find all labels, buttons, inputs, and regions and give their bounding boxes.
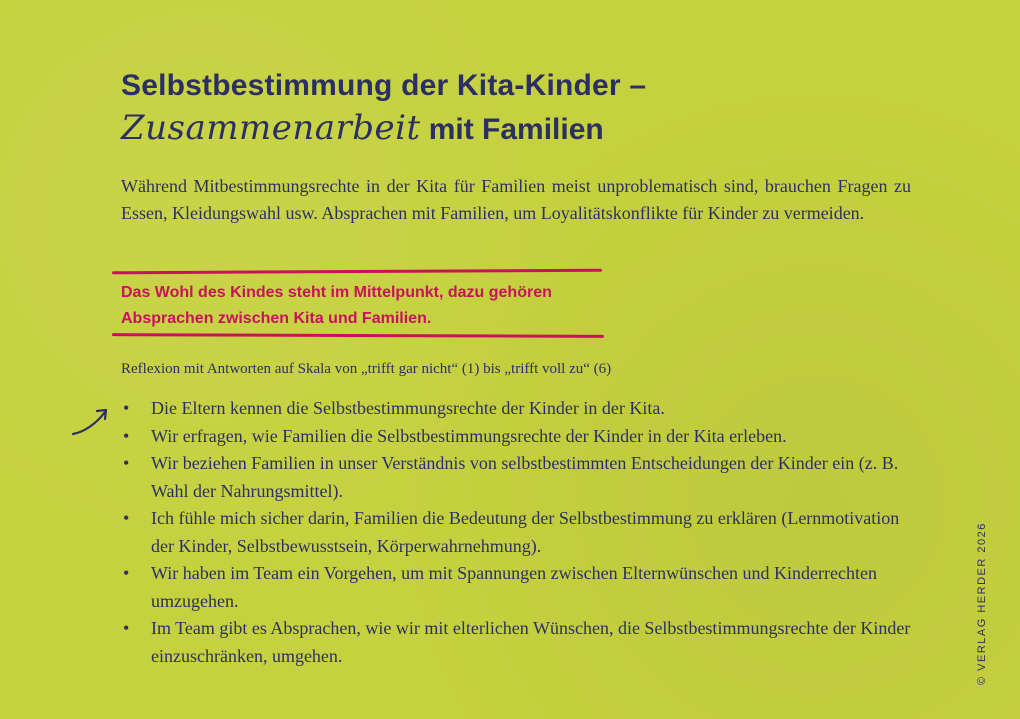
list-item: • Wir haben im Team ein Vorgehen, um mit Spannungen zwischen Elternwünschen und Kinderrechten umzugehen. bbox=[121, 560, 911, 615]
bullet-icon: • bbox=[123, 618, 130, 638]
list-item: • Ich fühle mich sicher darin, Familien die Bedeutung der Selbstbestimmung zu erklären (Lernmotivation der Kinder, Selbstbewusstsein, Körperwahrnehmung). bbox=[121, 505, 911, 560]
list-item: • Wir erfragen, wie Familien die Selbstbestimmungsrechte der Kinder in der Kita erleben. bbox=[121, 423, 911, 451]
hand-drawn-arrow-icon bbox=[70, 404, 112, 440]
highlight-callout bbox=[112, 268, 607, 340]
highlight-bottom-rule bbox=[112, 333, 604, 338]
highlight-line-2: Absprachen zwischen Kita und Familien. bbox=[121, 310, 432, 327]
intro-paragraph: Während Mitbestimmungsrechte in der Kita für Familien meist unproblematisch sind, brauchen Fragen zu Essen, Kleidungswahl usw. Absprachen mit Familien, um Loyalitätskonflikte für Kinder zu vermeiden. bbox=[121, 176, 911, 223]
copyright-notice: © VERLAG HERDER 2026 bbox=[976, 522, 988, 685]
bullet-icon: • bbox=[123, 508, 130, 528]
bullet-icon: • bbox=[123, 425, 130, 446]
title-line-2 bbox=[121, 106, 646, 152]
highlight-top-rule bbox=[112, 269, 602, 275]
list-item: • Wir beziehen Familien in unser Verständnis von selbstbestimmten Entscheidungen der Kinder ein (z. B. Wahl der Nahrungsmittel). bbox=[121, 450, 911, 505]
title-line-2-rest: mit Familien bbox=[428, 113, 604, 146]
title-line-1: Selbstbestimmung der Kita-Kinder – bbox=[121, 69, 647, 102]
reflexion-instruction: Reflexion mit Antworten auf Skala von „trifft gar nicht“ (1) bis „trifft voll zu“ (6) bbox=[121, 361, 612, 377]
list-item: • Die Eltern kennen die Selbstbestimmungsrechte der Kinder in der Kita. bbox=[121, 395, 911, 423]
highlight-text bbox=[121, 280, 601, 332]
title-script-word: Zusammenarbeit bbox=[121, 108, 421, 148]
card-title bbox=[121, 66, 646, 152]
reflection-list bbox=[121, 395, 911, 670]
bullet-icon: • bbox=[123, 453, 130, 473]
highlight-line-1: Das Wohl des Kindes steht im Mittelpunkt, dazu gehören bbox=[121, 284, 552, 301]
list-item: • Im Team gibt es Absprachen, wie wir mit elterlichen Wünschen, die Selbstbestimmungsrechte der Kinder einzuschränken, umgehen. bbox=[121, 615, 911, 670]
bullet-icon: • bbox=[123, 398, 130, 418]
bullet-icon: • bbox=[123, 563, 130, 583]
